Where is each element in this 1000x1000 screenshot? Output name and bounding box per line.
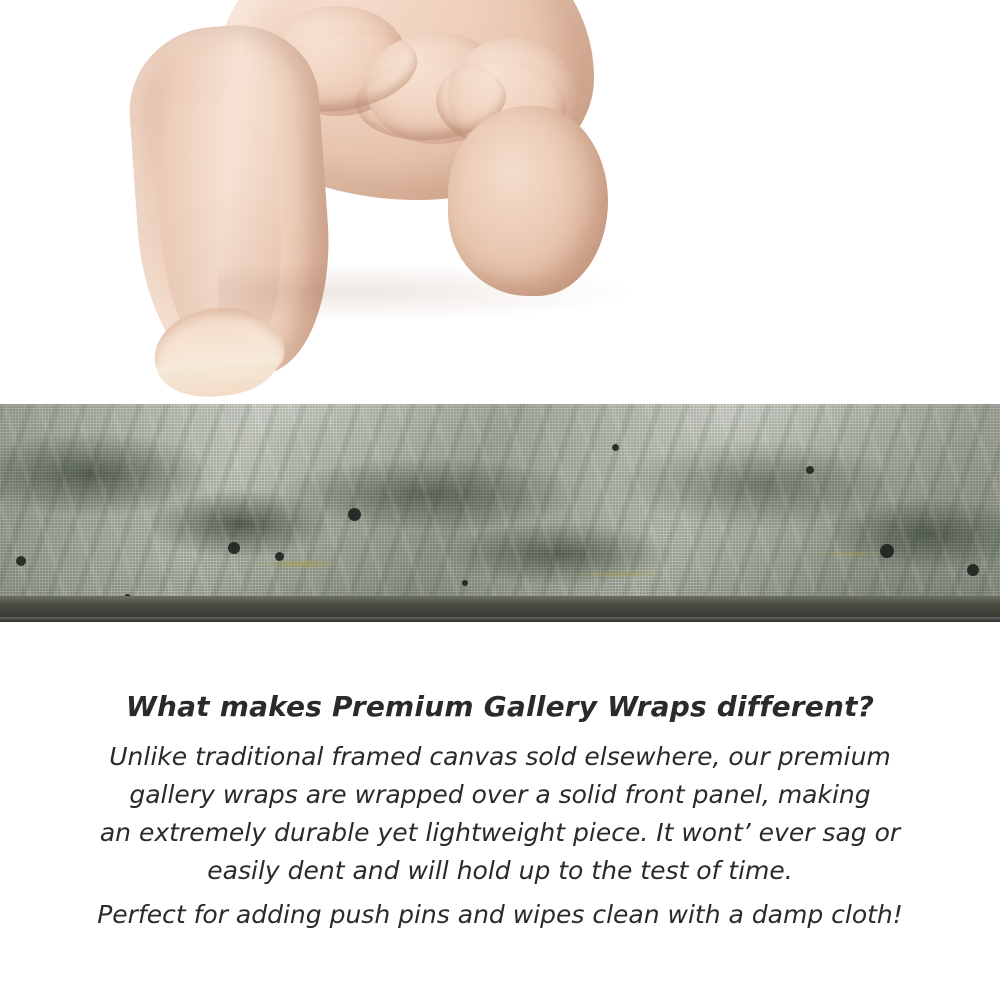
canvas-speck [880, 544, 894, 558]
caption-line-1: Unlike traditional framed canvas sold elsewhere, our premium [109, 741, 891, 771]
canvas-yellow-accents [0, 404, 1000, 622]
caption-line-4: easily dent and will hold up to the test of time. [207, 855, 793, 885]
canvas-speck [275, 552, 284, 561]
caption-block [0, 690, 1000, 934]
canvas-speck [462, 580, 468, 586]
caption-line-5: Perfect for adding push pins and wipes clean with a damp cloth! [97, 899, 903, 929]
canvas-edge-strip [0, 404, 1000, 622]
canvas-speck [967, 564, 979, 576]
canvas-speck [16, 556, 26, 566]
canvas-speck [612, 444, 619, 451]
caption-line-3: an extremely durable yet lightweight piece. It wont’ ever sag or [99, 817, 901, 847]
hand-graphic [118, 0, 588, 410]
canvas-speck [348, 508, 361, 521]
hand-photo-region [0, 0, 1000, 410]
caption-line-2: gallery wraps are wrapped over a solid front panel, making [129, 779, 871, 809]
caption-headline: What makes Premium Gallery Wraps different? [125, 690, 875, 723]
hand-contact-shadow [218, 262, 638, 322]
canvas-speck [806, 466, 814, 474]
canvas-speck [228, 542, 240, 554]
canvas-bottom-edge [0, 596, 1000, 622]
